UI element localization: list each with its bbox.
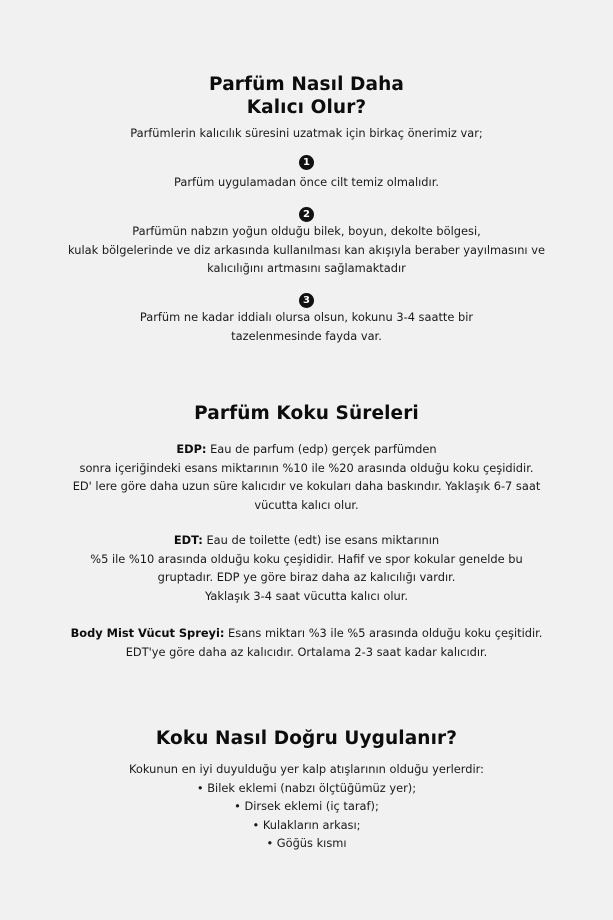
edp-line-2: sonra içeriğindeki esans miktarının %10 ile %20 arasında olduğu koku çeşididir.	[79, 460, 534, 475]
list-item: • Göğüs kısmı	[266, 836, 347, 850]
section-title-uygulama	[0, 727, 613, 750]
section-title-koku-sureleri	[0, 402, 613, 425]
tip-2-line-3: kalıcılığını artmasını sağlamaktadır	[207, 261, 406, 275]
tip-1-text	[20, 173, 593, 192]
step-1-badge-icon: 1	[299, 155, 314, 170]
tip-3-text	[20, 308, 593, 345]
edp-line-1	[20, 440, 593, 459]
body-mist-line-1-rest: Esans miktarı %3 ile %5 arasında olduğu koku çeşitidir.	[224, 626, 543, 640]
edt-line-2: %5 ile %10 arasında olduğu koku çeşididir. Hafif ve spor kokular genelde bu	[90, 551, 523, 566]
edp-line-4: vücutta kalıcı olur.	[254, 497, 359, 512]
tip-2-text	[20, 222, 593, 278]
tip-2-line-1: Parfümün nabzın yoğun olduğu bilek, boyun, dekolte bölgesi,	[132, 224, 481, 238]
intro-text: Parfümlerin kalıcılık süresini uzatmak için birkaç önerimiz var;	[130, 126, 483, 140]
edp-line-1-rest: Eau de parfum (edp) gerçek parfümden	[206, 442, 437, 456]
body-mist-label: Body Mist Vücut Spreyi:	[70, 626, 225, 640]
section1-intro	[20, 124, 593, 143]
edt-paragraph	[20, 531, 593, 605]
tip-3-line-2: tazelenmesinde fayda var.	[231, 328, 382, 343]
section3-list	[20, 760, 593, 853]
body-mist-line-2: EDT'ye göre daha az kalıcıdır. Ortalama 2-3 saat kadar kalıcıdır.	[125, 644, 488, 659]
edp-line-3: ED' lere göre daha uzun süre kalıcıdır ve kokuları daha baskındır. Yaklaşık 6-7 saat	[72, 479, 541, 493]
body-mist-paragraph	[20, 624, 593, 661]
edt-line-1	[20, 531, 593, 550]
edp-label: EDP:	[176, 442, 207, 456]
section3-intro: Kokunun en iyi duyulduğu yer kalp atışlarının olduğu yerlerdir:	[129, 762, 484, 776]
edt-label: EDT:	[173, 533, 203, 547]
edt-line-4: Yaklaşık 3-4 saat vücutta kalıcı olur.	[205, 588, 408, 603]
list-item: • Dirsek eklemi (iç taraf);	[234, 799, 379, 813]
tip-1-line-1: Parfüm uygulamadan önce cilt temiz olmalıdır.	[174, 175, 439, 189]
tip-3-line-1: Parfüm ne kadar iddialı olursa olsun, kokunu 3-4 saatte bir	[139, 310, 474, 324]
title-text: Koku Nasıl Doğru Uygulanır?	[155, 728, 458, 749]
title-line-1: Parfüm Nasıl Daha	[209, 74, 404, 95]
edt-line-3: gruptadır. EDP ye göre biraz daha az kalıcılığı vardır.	[157, 570, 456, 584]
step-3-badge-icon: 3	[299, 293, 314, 308]
edt-line-1-rest: Eau de toilette (edt) ise esans miktarının	[202, 533, 440, 547]
section-title-kalici	[0, 73, 613, 119]
list-item: • Bilek eklemi (nabzı ölçtüğümüz yer);	[196, 780, 417, 795]
body-mist-line-1	[20, 624, 593, 643]
tip-2-line-2: kulak bölgelerinde ve diz arkasında kullanılması kan akışıyla beraber yayılmasını ve	[68, 242, 545, 257]
title-line-2: Kalıcı Olur?	[246, 97, 367, 118]
edp-paragraph	[20, 440, 593, 514]
title-text: Parfüm Koku Süreleri	[194, 403, 419, 424]
list-item: • Kulakların arkası;	[252, 817, 361, 832]
step-2-badge-icon: 2	[299, 207, 314, 222]
